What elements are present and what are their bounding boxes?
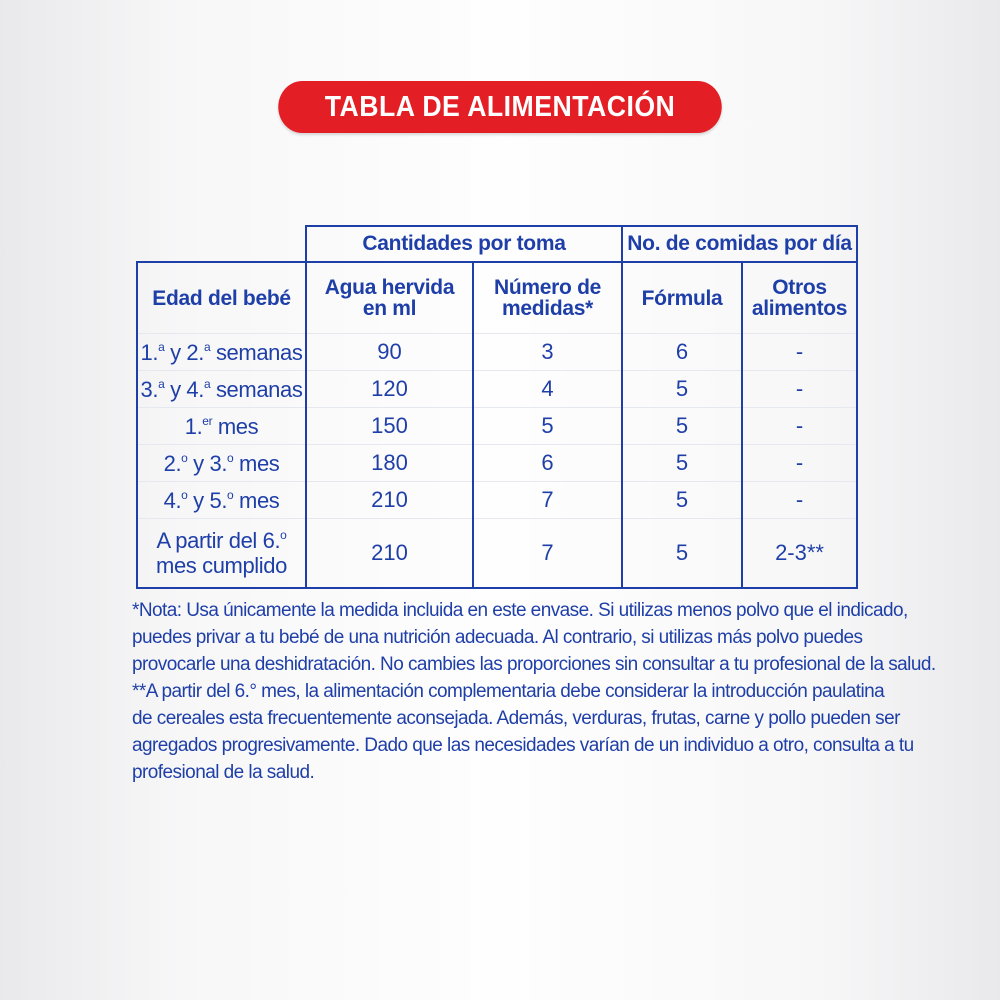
water-cell: 210 bbox=[306, 482, 473, 519]
feeding-table bbox=[136, 225, 858, 589]
scoops-cell: 7 bbox=[473, 519, 622, 589]
other-cell: - bbox=[742, 445, 857, 482]
age-text: mes bbox=[233, 487, 280, 513]
age-ordinal: o bbox=[181, 450, 188, 465]
footnote-line: agregados progresivamente. Dado que las necesidades varían de un individuo a otro, consulta a tu bbox=[132, 735, 914, 756]
scoops-cell: 5 bbox=[473, 408, 622, 445]
age-text: 3. bbox=[140, 376, 159, 402]
age-text: 4. bbox=[163, 487, 182, 513]
formula-cell: 5 bbox=[622, 445, 742, 482]
scoops-cell: 4 bbox=[473, 371, 622, 408]
header-meals: No. de comidas por día bbox=[622, 226, 857, 262]
age-text: mes cumplido bbox=[156, 553, 287, 578]
header-scoops bbox=[473, 262, 622, 334]
table-row bbox=[137, 482, 857, 519]
water-cell: 150 bbox=[306, 408, 473, 445]
header-water bbox=[306, 262, 473, 334]
age-ordinal: a bbox=[203, 376, 211, 391]
water-cell: 210 bbox=[306, 519, 473, 589]
header-other-line2: alimentos bbox=[751, 297, 848, 320]
age-text: semanas bbox=[210, 339, 303, 365]
water-cell: 180 bbox=[306, 445, 473, 482]
water-cell: 90 bbox=[306, 334, 473, 371]
header-quantities: Cantidades por toma bbox=[306, 226, 622, 262]
other-cell: - bbox=[742, 408, 857, 445]
column-header-row bbox=[137, 262, 857, 334]
age-text: 2. bbox=[163, 450, 182, 476]
footnote-line: provocarle una deshidratación. No cambies las proporciones sin consultar a tu profesional de la salud. bbox=[132, 654, 936, 675]
age-ordinal: o bbox=[227, 450, 234, 465]
page-title: TABLA DE ALIMENTACIÓN bbox=[324, 90, 676, 123]
header-scoops-line1: Número de bbox=[494, 276, 601, 299]
header-water-line1: Agua hervida bbox=[324, 276, 455, 299]
age-cell bbox=[137, 482, 306, 519]
age-cell bbox=[137, 408, 306, 445]
header-age-label: Edad del bebé bbox=[152, 286, 291, 310]
age-text: 1. bbox=[184, 413, 203, 439]
formula-cell: 5 bbox=[622, 371, 742, 408]
age-ordinal: a bbox=[203, 339, 211, 354]
age-text: semanas bbox=[210, 376, 303, 402]
age-text: y 5. bbox=[187, 487, 228, 513]
header-other-line1: Otros bbox=[772, 276, 827, 299]
age-cell bbox=[137, 334, 306, 371]
table-row bbox=[137, 334, 857, 371]
footnote-line: de cereales esta frecuentemente aconsejada. Además, verduras, frutas, carne y pollo pueden ser bbox=[132, 708, 900, 729]
age-ordinal: a bbox=[158, 376, 165, 391]
blank-corner-cell bbox=[137, 226, 306, 262]
table-row bbox=[137, 519, 857, 589]
formula-cell: 5 bbox=[622, 519, 742, 589]
header-water-line2: en ml bbox=[362, 297, 417, 320]
footnote-line: profesional de la salud. bbox=[132, 762, 315, 783]
table-row bbox=[137, 371, 857, 408]
other-cell: 2-3** bbox=[742, 519, 857, 589]
water-cell: 120 bbox=[306, 371, 473, 408]
footnote-line: **A partir del 6.° mes, la alimentación complementaria debe considerar la introducción paulatina bbox=[132, 681, 885, 702]
header-other bbox=[742, 262, 857, 334]
age-text: mes bbox=[212, 413, 259, 439]
header-age bbox=[137, 262, 306, 334]
age-text: y 4. bbox=[164, 376, 204, 402]
age-ordinal: o bbox=[227, 487, 234, 502]
table-row bbox=[137, 445, 857, 482]
scoops-cell: 3 bbox=[473, 334, 622, 371]
header-scoops-line2: medidas* bbox=[502, 297, 593, 320]
formula-cell: 6 bbox=[622, 334, 742, 371]
table-row bbox=[137, 408, 857, 445]
age-cell bbox=[137, 371, 306, 408]
age-text: A partir del 6. bbox=[156, 528, 281, 553]
group-header-row bbox=[137, 226, 857, 262]
formula-cell: 5 bbox=[622, 482, 742, 519]
age-ordinal: er bbox=[202, 413, 213, 428]
footnote-line: puedes privar a tu bebé de una nutrición adecuada. Al contrario, si utilizas más polvo puedes bbox=[132, 627, 863, 648]
age-text: mes bbox=[233, 450, 280, 476]
other-cell: - bbox=[742, 334, 857, 371]
age-ordinal: o bbox=[181, 487, 188, 502]
age-ordinal: a bbox=[158, 339, 165, 354]
formula-cell: 5 bbox=[622, 408, 742, 445]
age-cell bbox=[137, 445, 306, 482]
header-formula bbox=[622, 262, 742, 334]
scoops-cell: 7 bbox=[473, 482, 622, 519]
header-formula-label: Fórmula bbox=[641, 286, 723, 310]
footnote-line: *Nota: Usa únicamente la medida incluida en este envase. Si utilizas menos polvo que el indicado, bbox=[132, 600, 908, 621]
age-ordinal: o bbox=[280, 528, 287, 542]
other-cell: - bbox=[742, 482, 857, 519]
age-text: y 2. bbox=[164, 339, 204, 365]
age-text: y 3. bbox=[187, 450, 228, 476]
footnotes bbox=[132, 597, 936, 786]
scoops-cell: 6 bbox=[473, 445, 622, 482]
page-title-banner bbox=[278, 81, 721, 133]
age-cell bbox=[137, 519, 306, 589]
age-text: 1. bbox=[140, 339, 159, 365]
other-cell: - bbox=[742, 371, 857, 408]
